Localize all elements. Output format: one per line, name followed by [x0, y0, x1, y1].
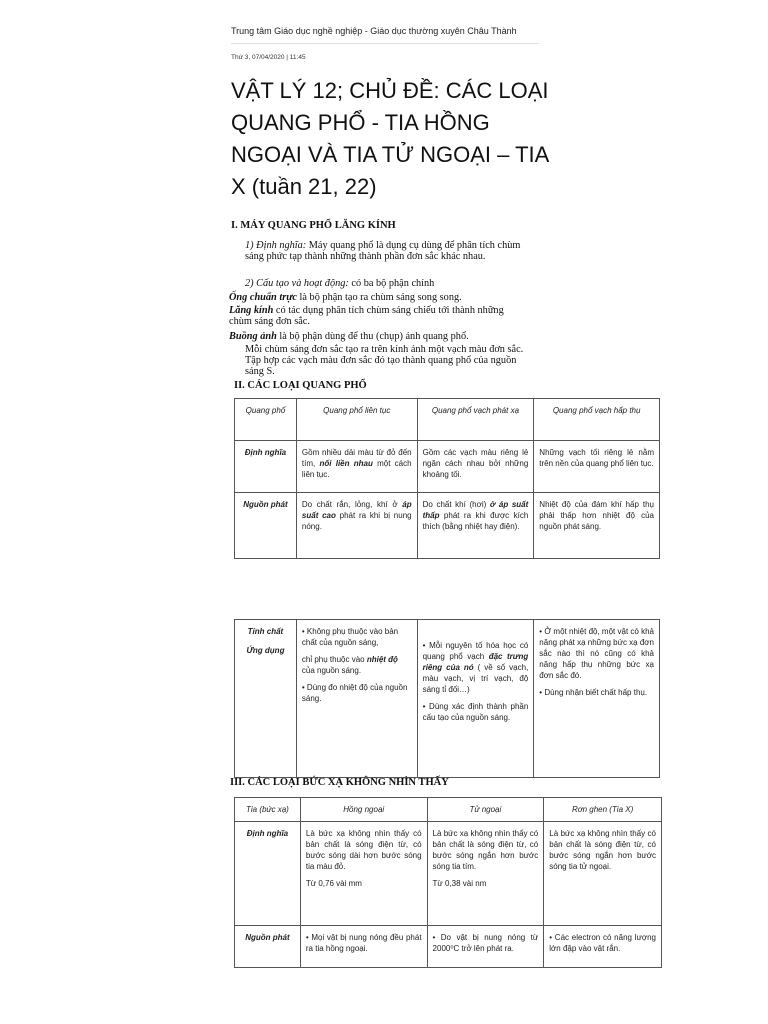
part-prism-text: có tác dụng phân tích chùm sáng chiếu tới thành những chùm sáng đơn sắc.	[229, 305, 504, 327]
table-cell: Gồm các vạch màu riêng lẻ ngăn cách nhau bởi những khoảng tối.	[417, 441, 534, 493]
header-divider	[231, 43, 539, 44]
column-header: Tử ngoại	[427, 798, 544, 822]
spectrum-properties-table	[234, 619, 660, 778]
definition-paragraph	[245, 240, 530, 262]
spectrum-note: Mỗi chùm sáng đơn sắc tạo ra trên kính ảnh một vạch màu đơn sắc. Tập hợp các vạch màu đơn sắc đó tạo thành quang phổ của nguồn sáng S.	[245, 344, 524, 377]
table-cell: • Mỗi nguyên tố hóa học có quang phổ vạch đặc trưng riêng của nó ( về số vạch, màu vạch, vị trí vạch, độ sáng tỉ đối…) • Dùng xác định thành phần cấu tạo của nguồn sáng.	[417, 620, 534, 778]
column-header: Rơn ghen (Tia X)	[544, 798, 662, 822]
structure-line	[245, 278, 434, 289]
row-label-properties: Tính chất	[247, 627, 284, 636]
column-header: Quang phổ liên tục	[296, 399, 417, 441]
part-prism-label: Lăng kính	[229, 305, 274, 316]
table-row	[235, 441, 660, 493]
table-cell: Những vạch tối riêng lẻ nằm trên nền của quang phổ liên tục.	[534, 441, 660, 493]
structure-label: 2) Cấu tạo và hoạt động:	[245, 278, 349, 289]
row-header: Định nghĩa	[235, 441, 297, 493]
table-header-row	[235, 798, 662, 822]
table-cell: • Không phụ thuộc vào bản chất của nguồn sáng, chỉ phụ thuộc vào nhiệt độ của nguồn sáng. • Dùng đo nhiệt độ của nguồn sáng.	[296, 620, 417, 778]
part-collimator-text: là bộ phận tạo ra chùm sáng song song.	[296, 292, 462, 303]
page-title: VẬT LÝ 12; CHỦ ĐỀ: CÁC LOẠI QUANG PHỔ - TIA HỒNG NGOẠI VÀ TIA TỬ NGOẠI – TIA X (tuần 21, 22)	[231, 78, 549, 199]
post-date: Thứ 3, 07/04/2020 | 11:45	[231, 54, 306, 61]
spectrum-table	[234, 398, 660, 559]
section-3-heading: III. CÁC LOẠI BỨC XẠ KHÔNG NHÌN THẤY	[230, 777, 449, 788]
table-cell: Là bức xạ không nhìn thấy có bản chất là sóng điện từ, có bước sóng ngắn hơn bước sóng tia tử ngoại.	[544, 822, 662, 926]
table-cell: Là bức xạ không nhìn thấy có bản chất là sóng điện từ, có bước sóng ngắn hơn bước sóng tia tím. Từ 0,38 vài nm	[427, 822, 544, 926]
structure-text: có ba bộ phận chính	[348, 278, 435, 289]
definition-label: 1) Định nghĩa:	[245, 240, 307, 251]
table-row	[235, 926, 662, 968]
table-cell: Nhiệt độ của đám khí hấp thụ phải thấp hơn nhiệt độ của nguồn phát sáng.	[534, 493, 660, 559]
section-2-heading: II. CÁC LOẠI QUANG PHỔ	[234, 380, 367, 391]
part-collimator	[229, 292, 462, 303]
part-collimator-label: Ống chuẩn trực	[229, 292, 297, 303]
table-row	[235, 493, 660, 559]
table-cell: Là bức xạ không nhìn thấy có bản chất là sóng điện từ, có bước sóng dài hơn bước sóng tia màu đỏ. Từ 0,76 vài mm	[300, 822, 427, 926]
radiation-table	[234, 797, 662, 968]
table-row	[235, 620, 660, 778]
section-1-heading: I. MÁY QUANG PHỔ LĂNG KÍNH	[231, 220, 396, 231]
column-header: Hồng ngoại	[300, 798, 427, 822]
row-label-applications: Ứng dụng	[246, 646, 285, 655]
definition-text: Máy quang phổ là dụng cụ dùng để phân tích chùm sáng phức tạp thành những thành phần đơn sắc khác nhau.	[245, 240, 521, 262]
table-cell: • Ở một nhiệt độ, một vật có khả năng phát xạ những bức xạ đơn sắc nào thì nó cũng có khả năng hấp thụ những bức xạ đơn sắc đó. • Dùng nhận biết chất hấp thụ.	[534, 620, 660, 778]
table-header-row	[235, 399, 660, 441]
part-camera	[229, 331, 469, 342]
column-header: Quang phổ vạch phát xạ	[417, 399, 534, 441]
column-header: Quang phổ vạch hấp thụ	[534, 399, 660, 441]
row-header	[235, 620, 297, 778]
table-cell: • Mọi vật bị nung nóng đều phát ra tia hồng ngoại.	[300, 926, 427, 968]
table-cell: • Do vật bị nung nóng từ 2000⁰C trở lên phát ra.	[427, 926, 544, 968]
site-name[interactable]: Trung tâm Giáo dục nghề nghiệp - Giáo dục thường xuyên Châu Thành	[231, 26, 517, 36]
column-header: Tia (bức xạ)	[235, 798, 301, 822]
part-camera-text: là bộ phận dùng để thu (chụp) ảnh quang phổ.	[276, 331, 469, 342]
table-cell: Gồm nhiều dải màu từ đỏ đến tím, nối liền nhau một cách liên tục.	[296, 441, 417, 493]
table-cell: • Các electron có năng lượng lớn đập vào vật rắn.	[544, 926, 662, 968]
row-header: Nguồn phát	[235, 493, 297, 559]
part-camera-label: Buồng ảnh	[229, 331, 277, 342]
row-header: Định nghĩa	[235, 822, 301, 926]
row-header: Nguồn phát	[235, 926, 301, 968]
table-cell: Do chất rắn, lỏng, khí ở áp suất cao phát ra khi bị nung nóng.	[296, 493, 417, 559]
table-row	[235, 822, 662, 926]
table-cell: Do chất khí (hơi) ở áp suất thấp phát ra khi được kích thích (bằng nhiệt hay điện).	[417, 493, 534, 559]
part-prism	[229, 305, 529, 327]
column-header: Quang phổ	[235, 399, 297, 441]
